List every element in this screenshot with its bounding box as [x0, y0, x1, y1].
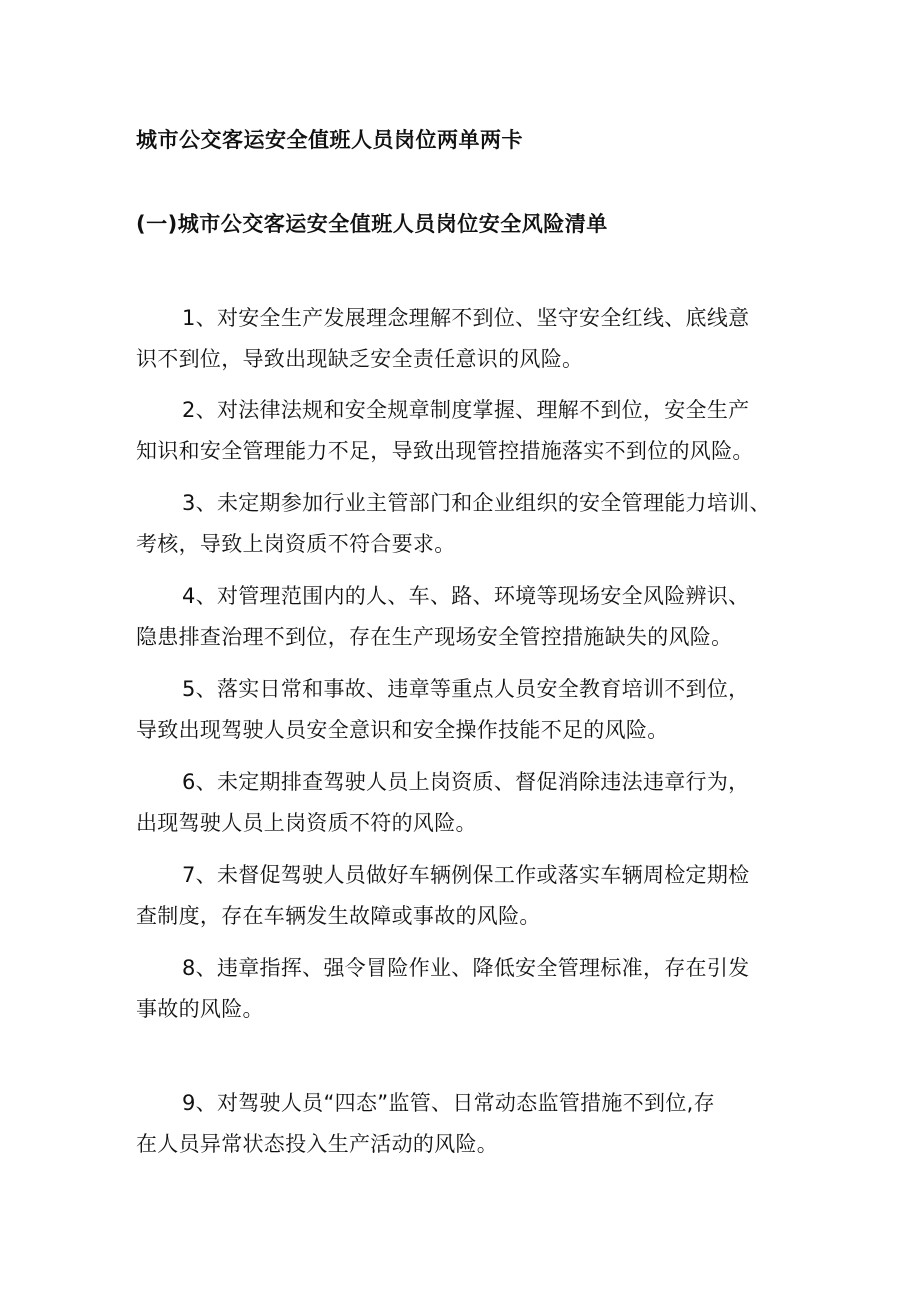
risk-item-line: 5、落实日常和事故、违章等重点人员安全教育培训不到位，: [182, 677, 750, 701]
risk-item-line: 考核，导致上岗资质不符合要求。: [136, 532, 456, 556]
risk-item-line: 4、对管理范围内的人、车、路、环境等现场安全风险辨识、: [182, 584, 750, 608]
risk-item-2: [136, 390, 806, 472]
risk-item-line: 识不到位，导致出现缺乏安全责任意识的风险。: [136, 347, 584, 371]
risk-item-8: [136, 948, 806, 1030]
risk-item-5: [136, 669, 806, 751]
risk-item-line: 导致出现驾驶人员安全意识和安全操作技能不足的风险。: [136, 718, 669, 742]
risk-item-line: 事故的风险。: [136, 997, 264, 1021]
risk-item-line: 9、对驾驶人员“四态”监管、日常动态监管措施不到位,存: [182, 1091, 715, 1115]
risk-item-1: [136, 298, 806, 380]
document-title: 城市公交客运安全值班人员岗位两单两卡: [136, 128, 523, 152]
risk-item-4: [136, 576, 806, 658]
risk-item-line: 查制度，存在车辆发生故障或事故的风险。: [136, 904, 541, 928]
risk-item-7: [136, 855, 806, 937]
risk-item-line: 1、对安全生产发展理念理解不到位、坚守安全红线、底线意: [182, 306, 750, 330]
risk-item-line: 8、违章指挥、强令冒险作业、降低安全管理标准，存在引发: [182, 956, 750, 980]
risk-item-9: [136, 1083, 806, 1165]
risk-item-6: [136, 762, 806, 844]
risk-item-line: 隐患排查治理不到位，存在生产现场安全管控措施缺失的风险。: [136, 625, 733, 649]
risk-item-line: 3、未定期参加行业主管部门和企业组织的安全管理能力培训、: [182, 491, 771, 515]
risk-item-line: 7、未督促驾驶人员做好车辆例保工作或落实车辆周检定期检: [182, 863, 750, 887]
risk-item-line: 2、对法律法规和安全规章制度掌握、理解不到位，安全生产: [182, 398, 750, 422]
risk-item-3: [136, 483, 806, 565]
section-title: (一)城市公交客运安全值班人员岗位安全风险清单: [136, 212, 608, 236]
risk-item-line: 6、未定期排查驾驶人员上岗资质、督促消除违法违章行为，: [182, 770, 750, 794]
risk-item-line: 在人员异常状态投入生产活动的风险。: [136, 1132, 499, 1156]
risk-item-line: 出现驾驶人员上岗资质不符的风险。: [136, 811, 477, 835]
risk-item-line: 知识和安全管理能力不足，导致出现管控措施落实不到位的风险。: [136, 439, 754, 463]
